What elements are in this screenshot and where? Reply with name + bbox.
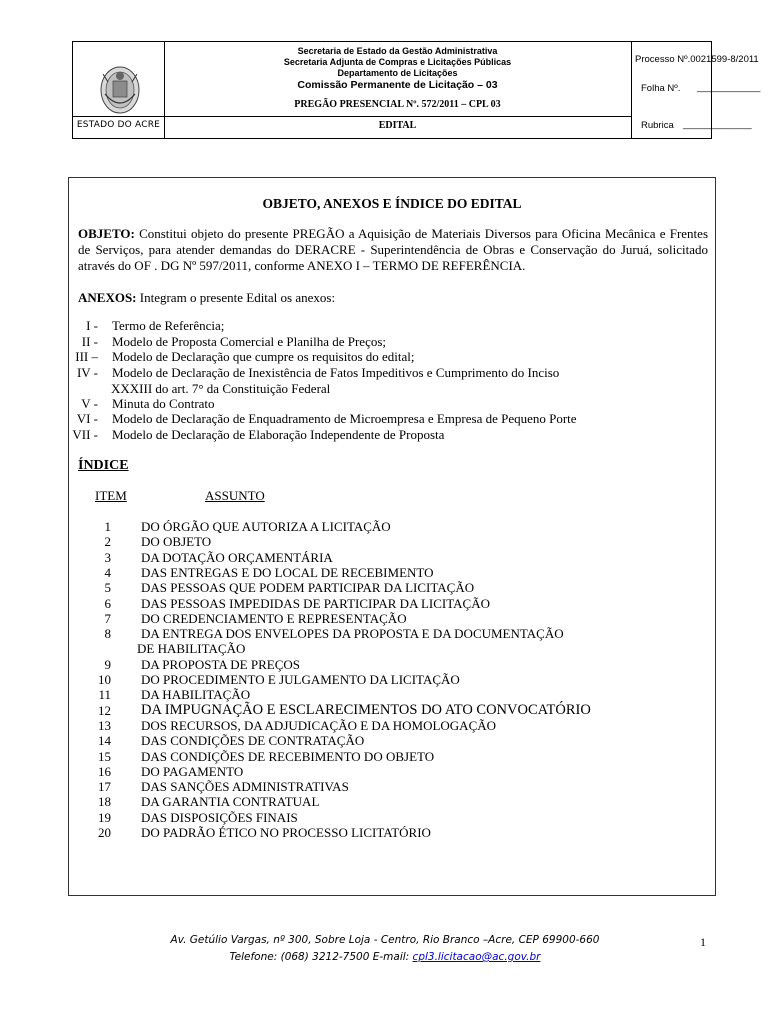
estado-label: ESTADO DO ACRE [76,120,161,130]
indice-item-subject: DO PROCEDIMENTO E JULGAMENTO DA LICITAÇÃO [141,672,460,687]
anexo-text: XXXIII do art. 7° da Constituição Federal [111,381,331,396]
indice-item-subject: DAS CONDIÇÕES DE CONTRATAÇÃO [141,733,365,748]
anexo-text: Modelo de Declaração de Inexistência de Fatos Impeditivos e Cumprimento do Inciso [112,365,560,380]
header-line-1: Secretaria de Estado da Gestão Administrativa [297,46,498,56]
indice-item-number: 6 [104,596,111,611]
anexo-number: I - [86,318,98,333]
anexo-number: II - [81,334,98,349]
indice-item-number: 2 [104,534,111,549]
indice-item-number: 12 [98,703,111,718]
anexo-text: Modelo de Proposta Comercial e Planilha de Preços; [112,334,387,349]
indice-item-number: 5 [104,580,111,595]
header-line-2: Secretaria Adjunta de Compras e Licitações Públicas [283,57,512,67]
indice-item-number: 9 [104,657,111,672]
anexo-text: Modelo de Declaração que cumpre os requisitos do edital; [112,349,415,364]
indice-item-number: 19 [98,810,111,825]
header-line-6: EDITAL [378,120,417,131]
indice-item-subject: DA DOTAÇÃO ORÇAMENTÁRIA [141,550,333,565]
indice-item-subject: DAS ENTREGAS E DO LOCAL DE RECEBIMENTO [141,565,434,580]
indice-item-subject: DO PAGAMENTO [141,764,244,779]
indice-item-subject: DAS PESSOAS QUE PODEM PARTICIPAR DA LICITAÇÃO [141,580,475,595]
header-left-cell [73,42,165,138]
indice-item-number: 8 [104,626,111,641]
indice-item-number: 10 [98,672,111,687]
rubrica-blank: _____________ [683,119,752,130]
indice-item-subject: DA HABILITAÇÃO [141,687,251,702]
content-box [68,177,716,896]
indice-item-number: 7 [104,611,111,626]
indice-item-number: 18 [98,794,111,809]
folha-label: Folha Nº. [641,83,681,94]
anexos-text: Integram o presente Edital os anexos: [139,290,336,305]
indice-item-subject: DAS SANÇÕES ADMINISTRATIVAS [141,779,349,794]
indice-item-subject: DO PADRÃO ÉTICO NO PROCESSO LICITATÓRIO [141,825,431,840]
indice-heading: ÍNDICE [78,458,129,473]
indice-item-subject: DAS DISPOSIÇÕES FINAIS [141,810,298,825]
indice-item-number: 11 [98,687,111,702]
anexo-text: Modelo de Declaração de Enquadramento de Microempresa e Empresa de Pequeno Porte [112,411,577,426]
page-number: 1 [700,935,706,949]
indice-item-subject: DA GARANTIA CONTRATUAL [141,794,320,809]
anexo-number: VI - [76,411,98,426]
indice-item-number: 17 [98,779,111,794]
indice-item-number: 14 [98,733,111,748]
anexo-text: Modelo de Declaração de Elaboração Independente de Proposta [112,427,445,442]
objeto-paragraph [78,226,708,274]
indice-item-number: 16 [98,764,111,779]
anexo-text: Minuta do Contrato [112,396,215,411]
anexos-label: ANEXOS: [78,290,137,305]
anexo-number: III – [75,349,98,364]
indice-item-subject: DA PROPOSTA DE PREÇOS [141,657,300,672]
indice-item-subject: DE HABILITAÇÃO [137,641,246,656]
indice-item-subject: DO CREDENCIAMENTO E REPRESENTAÇÃO [141,611,407,626]
header-divider [73,116,631,117]
rubrica-label: Rubrica [641,120,674,131]
indice-item-number: 15 [98,749,111,764]
indice-item-number: 4 [104,565,111,580]
footer-phone: Telefone: (068) 3212-7500 E-mail: [229,951,410,963]
column-header-item: ITEM [95,488,127,503]
footer-contact [0,951,770,963]
header-right-cell [631,42,761,138]
folha-blank: ____________ [697,82,761,93]
document-header [72,41,761,139]
header-line-3: Departamento de Licitações [337,68,458,78]
objeto-label: OBJETO: [78,226,135,241]
indice-item-subject: DOS RECURSOS, DA ADJUDICAÇÃO E DA HOMOLOGAÇÃO [141,718,497,733]
header-line-5: PREGÃO PRESENCIAL Nº. 572/2011 – CPL 03 [294,99,501,110]
header-line-4: Comissão Permanente de Licitação – 03 [297,79,498,91]
indice-item-subject: DAS PESSOAS IMPEDIDAS DE PARTICIPAR DA LICITAÇÃO [141,596,491,611]
indice-item-number: 1 [104,519,111,534]
footer-address: Av. Getúlio Vargas, nº 300, Sobre Loja - Centro, Rio Branco –Acre, CEP 69900-660 [170,934,600,946]
page-title: OBJETO, ANEXOS E ÍNDICE DO EDITAL [262,196,522,211]
anexo-text: Termo de Referência; [112,318,225,333]
indice-item-number: 3 [104,550,111,565]
column-header-assunto: ASSUNTO [205,488,265,503]
indice-item-subject: DA ENTREGA DOS ENVELOPES DA PROPOSTA E DA DOCUMENTAÇÃO [141,626,564,641]
indice-item-subject: DAS CONDIÇÕES DE RECEBIMENTO DO OBJETO [141,749,435,764]
anexo-number: VII - [72,427,98,442]
anexos-paragraph [78,290,708,306]
anexo-number: V - [81,396,98,411]
indice-item-number: 20 [98,825,111,840]
footer-email-link[interactable]: cpl3.licitacao@ac.gov.br [412,951,541,963]
indice-item-subject: DO ÓRGÃO QUE AUTORIZA A LICITAÇÃO [141,519,391,534]
objeto-text: Constitui objeto do presente PREGÃO a Aquisição de Materiais Diversos para Oficina Mecânica e Frentes de Serviços, para atender demandas do DERACRE - Superintendência de Obras e Conservação do Juruá, solicitado através do OF . DG Nº 597/2011, conforme ANEXO I – TERMO DE REFERÊNCIA. [78,226,708,273]
header-center-cell [164,42,632,138]
state-seal-icon [99,64,141,116]
indice-item-subject: DA IMPUGNAÇÃO E ESCLARECIMENTOS DO ATO CONVOCATÓRIO [141,702,591,718]
indice-item-number: 13 [98,718,111,733]
processo-number: Processo Nº.0021599-8/2011 [635,54,759,65]
indice-item-subject: DO OBJETO [141,534,212,549]
anexo-number: IV - [76,365,98,380]
